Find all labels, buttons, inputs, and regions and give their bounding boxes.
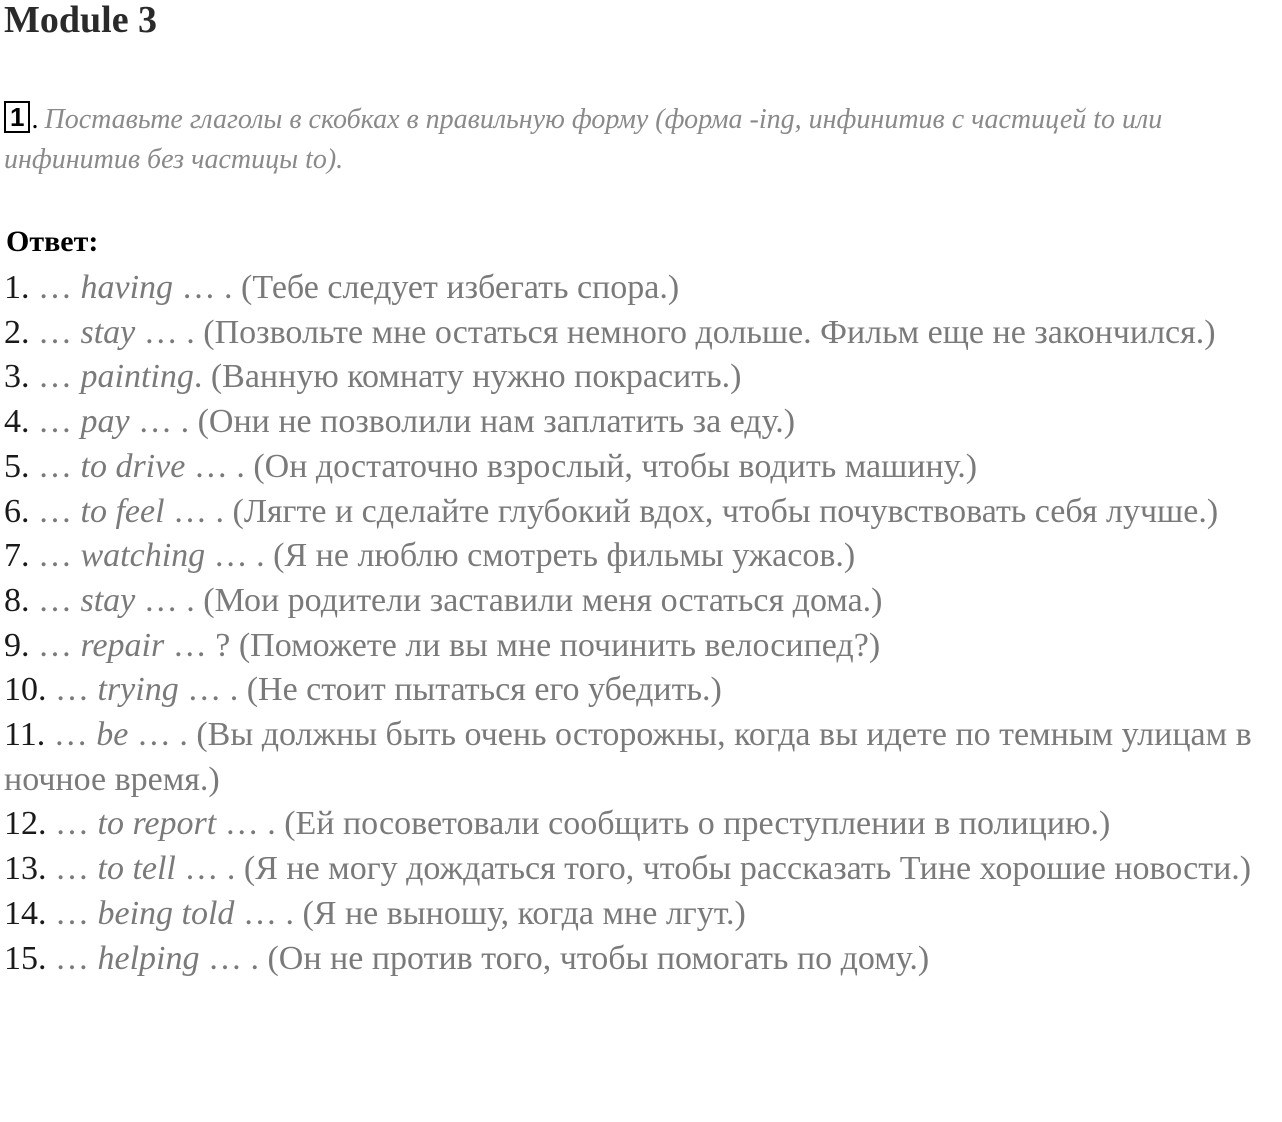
answer-verb: to drive [80,447,186,485]
answer-item-1 [4,266,1282,311]
answer-verb: being told [97,894,235,932]
answer-ellipsis-before: … [46,939,98,977]
answer-ellipsis-before: … [29,447,81,485]
task-number-dot: . [31,104,39,135]
answer-translation: (Ей посоветовали сообщить о преступлении в полицию.) [284,805,1111,843]
task-number-badge: 1 [4,101,30,133]
answer-ellipsis-before: … [29,313,81,351]
task-instruction [4,100,1274,180]
answer-verb: painting [80,358,194,396]
answer-ellipsis-after: … . [185,447,254,485]
answer-translation: (Они не позволили нам заплатить за еду.) [197,403,796,441]
answer-translation: (Не стоит пытаться его убедить.) [246,671,722,709]
answer-ellipsis-after: … . [135,581,204,619]
answer-ellipsis-after: … . [129,403,198,441]
answer-ellipsis-before: … [29,358,81,396]
answer-item-15 [4,937,1282,982]
answer-translation: (Он не против того, чтобы помогать по дому.) [267,939,930,977]
answer-verb: pay [80,403,130,441]
answer-item-6 [4,490,1282,535]
answer-ellipsis-before: … [46,894,98,932]
answer-ellipsis-after: … . [199,939,268,977]
answer-item-10 [4,668,1282,713]
answer-number: 8. [4,581,30,619]
answer-ellipsis-before: … [46,671,98,709]
answer-verb: stay [80,581,136,619]
answer-number: 9. [4,626,30,664]
answer-item-12 [4,802,1282,847]
answer-translation: (Я не выношу, когда мне лгут.) [302,894,746,932]
answer-item-3 [4,355,1282,400]
answer-ellipsis-after: … ? [164,626,239,664]
answer-verb: be [96,716,129,754]
answer-translation: (Мои родители заставили меня остаться дома.) [203,581,883,619]
answer-number: 6. [4,492,30,530]
answer-number: 5. [4,447,30,485]
answer-item-13 [4,847,1282,892]
answer-ellipsis-before: … [29,269,81,306]
answer-item-14 [4,892,1282,937]
answer-number: 2. [4,313,30,351]
answer-item-2 [4,311,1282,356]
answer-verb: helping [97,939,200,977]
answer-ellipsis-before: … [46,805,98,843]
answer-ellipsis-before: … [29,492,81,530]
answer-ellipsis-before: … [46,850,98,888]
answer-number: 11. [4,716,46,754]
answer-ellipsis-after: … . [216,805,285,843]
answer-translation: (Лягте и сделайте глубокий вдох, чтобы почувствовать себя лучше.) [232,492,1219,530]
answer-label: Ответ: [6,225,99,258]
answer-ellipsis-before: … [29,581,81,619]
answer-ellipsis-after: … . [135,313,204,351]
answer-number: 3. [4,358,30,396]
answer-ellipsis-after: … . [128,716,197,754]
answer-ellipsis-after: … . [178,671,247,709]
answer-ellipsis-before: … [29,403,81,441]
answer-verb: stay [80,313,136,351]
answer-ellipsis-before: … [45,716,97,754]
answer-verb: having [80,269,174,306]
answer-number: 7. [4,537,30,575]
answer-number: 10. [4,671,47,709]
answer-ellipsis-after: … . [164,492,233,530]
answer-ellipsis-after: … . [175,850,244,888]
answer-translation: (Ванную комнату нужно покрасить.) [210,358,742,396]
answer-translation: (Он достаточно взрослый, чтобы водить машину.) [253,447,978,485]
answer-ellipsis-before: … [29,626,81,664]
answer-number: 1. [4,269,30,306]
answer-ellipsis-after: … . [234,894,303,932]
answer-verb: to tell [97,850,176,888]
answer-translation: (Вы должны быть очень осторожны, когда вы идете по темным улицам в ночное время.) [4,716,1252,798]
answer-verb: to report [97,805,217,843]
answer-verb: to feel [80,492,165,530]
answer-translation: (Тебе следует избегать спора.) [241,269,680,306]
answer-verb: watching [80,537,206,575]
answer-number: 14. [4,894,47,932]
answer-translation: (Я не люблю смотреть фильмы ужасов.) [273,537,856,575]
answer-item-9 [4,624,1282,669]
answer-list [4,266,1282,981]
answer-translation: (Позвольте мне остаться немного дольше. Фильм еще не закончился.) [203,313,1216,351]
task-instruction-text: Поставьте глаголы в скобках в правильную форму (форма -ing, инфинитив с частицей to или инфинитив без частицы to). [4,104,1163,175]
answer-item-4 [4,400,1282,445]
answer-verb: trying [97,671,179,709]
answer-item-11 [4,713,1282,802]
answer-item-7 [4,534,1282,579]
answer-item-5 [4,445,1282,490]
answer-ellipsis-after: … . [205,537,274,575]
answer-item-8 [4,579,1282,624]
answer-verb: repair [80,626,165,664]
answer-translation: (Я не могу дождаться того, чтобы рассказать Тине хорошие новости.) [243,850,1252,888]
answer-number: 12. [4,805,47,843]
answer-number: 4. [4,403,30,441]
answer-number: 15. [4,939,47,977]
answer-ellipsis-before: … [29,537,81,575]
answer-ellipsis-after: … . [173,269,242,306]
module-title: Module 3 [4,0,158,41]
answer-number: 13. [4,850,47,888]
answer-translation: (Поможете ли вы мне починить велосипед?) [238,626,881,664]
answer-ellipsis-after: . [193,358,211,396]
